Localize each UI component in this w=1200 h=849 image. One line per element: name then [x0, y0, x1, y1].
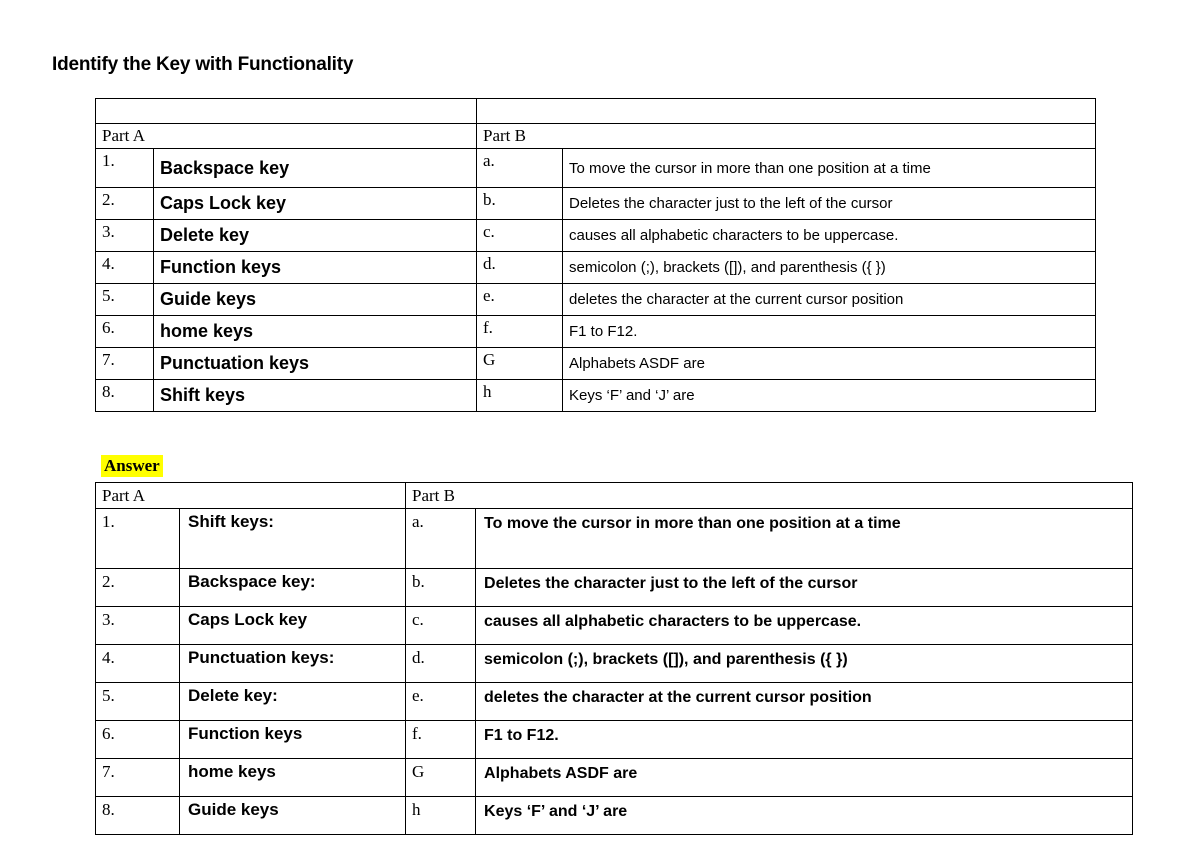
table-row [96, 316, 1096, 348]
table-row [96, 348, 1096, 380]
row-number: 6. [96, 721, 180, 759]
row-letter: a. [477, 149, 563, 188]
row-number: 3. [96, 607, 180, 645]
row-letter: G [406, 759, 476, 797]
row-number: 5. [96, 284, 154, 316]
row-number: 6. [96, 316, 154, 348]
row-letter: f. [406, 721, 476, 759]
table-row [96, 683, 1133, 721]
row-letter: b. [477, 188, 563, 220]
key-name: Backspace key [154, 149, 477, 188]
part-a-header: Part A [96, 124, 477, 149]
row-number: 1. [96, 149, 154, 188]
row-letter: d. [406, 645, 476, 683]
key-description: Keys ‘F’ and ‘J’ are [563, 380, 1096, 412]
question-table [95, 98, 1096, 412]
row-number: 8. [96, 797, 180, 835]
row-letter: b. [406, 569, 476, 607]
key-description: causes all alphabetic characters to be uppercase. [476, 607, 1133, 645]
key-description: causes all alphabetic characters to be uppercase. [563, 220, 1096, 252]
table-row [96, 509, 1133, 569]
key-name: Punctuation keys: [180, 645, 406, 683]
row-letter: f. [477, 316, 563, 348]
key-description: semicolon (;), brackets ([]), and parenthesis ({ }) [563, 252, 1096, 284]
key-description: F1 to F12. [476, 721, 1133, 759]
key-description: Keys ‘F’ and ‘J’ are [476, 797, 1133, 835]
key-name: Delete key [154, 220, 477, 252]
header-row [96, 124, 1096, 149]
key-description: Alphabets ASDF are [563, 348, 1096, 380]
row-number: 5. [96, 683, 180, 721]
key-name: Shift keys: [180, 509, 406, 569]
key-description: semicolon (;), brackets ([]), and parenthesis ({ }) [476, 645, 1133, 683]
table-row [96, 188, 1096, 220]
key-name: Guide keys [180, 797, 406, 835]
part-b-header: Part B [477, 124, 1096, 149]
key-name: Delete key: [180, 683, 406, 721]
key-name: Function keys [154, 252, 477, 284]
row-number: 7. [96, 348, 154, 380]
part-b-header: Part B [406, 483, 1133, 509]
row-letter: c. [477, 220, 563, 252]
key-description: Deletes the character just to the left of the cursor [476, 569, 1133, 607]
table-row [96, 607, 1133, 645]
key-name: Shift keys [154, 380, 477, 412]
table-row [96, 380, 1096, 412]
key-name: Caps Lock key [180, 607, 406, 645]
row-number: 4. [96, 645, 180, 683]
key-name: Function keys [180, 721, 406, 759]
table-row [96, 645, 1133, 683]
key-name: Caps Lock key [154, 188, 477, 220]
part-a-header: Part A [96, 483, 406, 509]
row-letter: e. [477, 284, 563, 316]
key-description: Alphabets ASDF are [476, 759, 1133, 797]
row-number: 7. [96, 759, 180, 797]
table-row [96, 284, 1096, 316]
key-description: deletes the character at the current cursor position [476, 683, 1133, 721]
key-description: deletes the character at the current cursor position [563, 284, 1096, 316]
table-row [96, 797, 1133, 835]
row-number: 2. [96, 569, 180, 607]
table-row [96, 220, 1096, 252]
key-name: home keys [180, 759, 406, 797]
key-description: To move the cursor in more than one position at a time [476, 509, 1133, 569]
row-letter: a. [406, 509, 476, 569]
table-row [96, 149, 1096, 188]
blank-row [96, 99, 1096, 124]
key-name: Guide keys [154, 284, 477, 316]
key-name: Punctuation keys [154, 348, 477, 380]
row-letter: c. [406, 607, 476, 645]
row-letter: d. [477, 252, 563, 284]
key-name: home keys [154, 316, 477, 348]
key-description: Deletes the character just to the left of the cursor [563, 188, 1096, 220]
table-row [96, 759, 1133, 797]
row-letter: h [406, 797, 476, 835]
table-row [96, 569, 1133, 607]
row-number: 1. [96, 509, 180, 569]
row-number: 8. [96, 380, 154, 412]
row-number: 2. [96, 188, 154, 220]
answer-label: Answer [101, 455, 163, 477]
row-letter: h [477, 380, 563, 412]
table-row [96, 721, 1133, 759]
key-description: To move the cursor in more than one position at a time [563, 149, 1096, 188]
table-row [96, 252, 1096, 284]
row-letter: e. [406, 683, 476, 721]
key-description: F1 to F12. [563, 316, 1096, 348]
key-name: Backspace key: [180, 569, 406, 607]
row-number: 3. [96, 220, 154, 252]
header-row [96, 483, 1133, 509]
page-title: Identify the Key with Functionality [52, 54, 354, 75]
row-letter: G [477, 348, 563, 380]
row-number: 4. [96, 252, 154, 284]
answer-table [95, 482, 1133, 835]
